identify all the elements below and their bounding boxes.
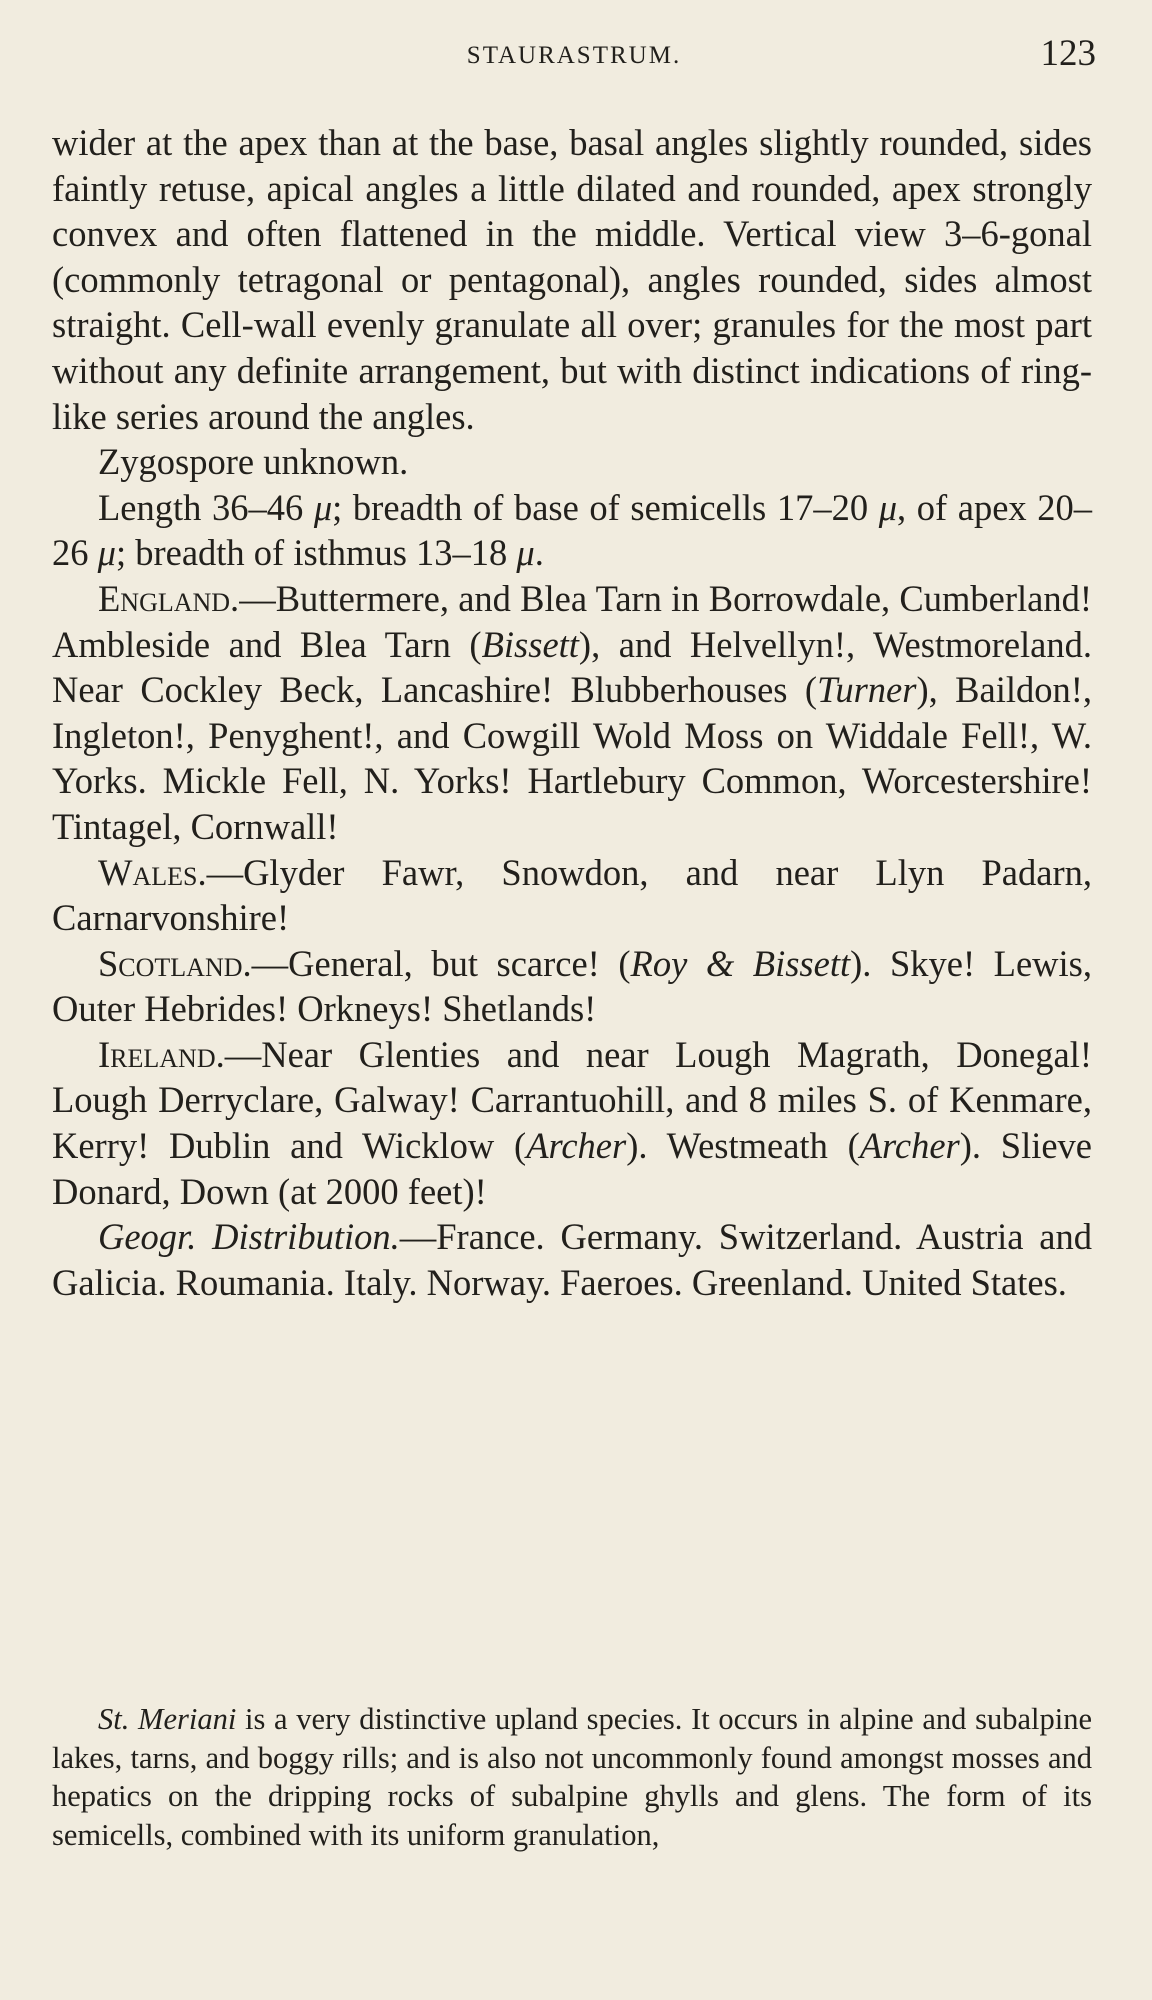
- measure-apex: , of apex 20–26: [52, 486, 1093, 574]
- ireland-label: Ireland.: [98, 1033, 225, 1075]
- scotland-label: Scotland.: [98, 942, 252, 984]
- page-header: [52, 28, 1096, 78]
- species-note: [52, 1700, 1092, 1854]
- micron-symbol: μ: [97, 532, 116, 574]
- running-head: STAURASTRUM.: [466, 42, 682, 69]
- scotland-paragraph: [52, 941, 1092, 1032]
- authority-archer: Archer: [526, 1125, 627, 1167]
- england-label: England.: [98, 577, 240, 619]
- micron-symbol: μ: [878, 486, 898, 528]
- zygospore-text: Zygospore unknown.: [98, 441, 409, 483]
- note-paragraph: [52, 1700, 1092, 1854]
- ireland-text: —Near Glenties and near Lough Magrath, Donegal! Lough Derryclare, Galway! Carrantuohill, and 8 miles S. of Kenmare, Kerry! Dublin and Wicklow (: [52, 1033, 1092, 1167]
- page-number: 123: [1040, 33, 1096, 74]
- geographic-distribution-paragraph: [52, 1214, 1092, 1305]
- measure-length: Length 36–46: [98, 486, 314, 528]
- england-paragraph: [52, 576, 1092, 850]
- wales-text: —Glyder Fawr, Snowdon, and near Llyn Padarn, Carnarvonshire!: [52, 851, 1092, 939]
- measure-isthmus: ; breadth of isthmus 13–18: [115, 532, 517, 574]
- ireland-text: ). Slieve Donard, Down (at 2000 feet)!: [52, 1125, 1093, 1212]
- authority-archer: Archer: [859, 1125, 960, 1167]
- england-text: ), Baildon!, Ingleton!, Penyghent!, and Cowgill Wold Moss on Widdale Fell!, W. Yorks. Mickle Fell, N. Yorks! Hartlebury Common, Worcestershire! Tintagel, Cornwall!: [52, 669, 1093, 847]
- measurements-paragraph: [52, 485, 1092, 576]
- scotland-text: ). Skye! Lewis, Outer Hebrides! Orkneys! Shetlands!: [52, 942, 1092, 1030]
- micron-symbol: μ: [313, 486, 333, 528]
- geogr-label: Geogr. Distribution.: [98, 1216, 400, 1258]
- scotland-text: —General, but scarce! (: [251, 942, 631, 984]
- england-text: —Buttermere, and Blea Tarn in Borrowdale, Cumberland! Ambleside and Blea Tarn (: [52, 577, 1092, 665]
- species-name: St. Meriani: [98, 1702, 237, 1736]
- note-text: is a very distinctive upland species. It occurs in alpine and subalpine lakes, tarns, and boggy rills; and is also not uncommonly found amongst mosses and hepatics on the dripping rocks of subalpine ghylls and glens. The form of its semicells, combined with its uniform granulation,: [52, 1702, 1092, 1852]
- authority-turner: Turner: [817, 669, 917, 711]
- wales-label: Wales.: [98, 851, 207, 893]
- england-text: ), and Helvellyn!, Westmoreland. Near Cockley Beck, Lancashire! Blubberhouses (: [52, 623, 1092, 711]
- ireland-text: ). Westmeath (: [626, 1125, 860, 1167]
- measure-base: ; breadth of base of semicells 17–20: [332, 486, 879, 528]
- geogr-text: —France. Germany. Switzerland. Austria and Galicia. Roumania. Italy. Norway. Faeroes. Greenland. United States.: [52, 1216, 1092, 1303]
- main-text: [52, 120, 1092, 1305]
- measure-end: .: [534, 532, 544, 574]
- description-paragraph: [52, 120, 1092, 439]
- micron-symbol: μ: [516, 532, 535, 574]
- authority-bissett: Bissett: [481, 623, 579, 665]
- ireland-paragraph: [52, 1032, 1092, 1214]
- wales-paragraph: [52, 850, 1092, 941]
- zygospore-paragraph: [52, 439, 1092, 485]
- description-text: wider at the apex than at the base, basal angles slightly rounded, sides faintly retuse, apical angles a little dilated and rounded, apex strongly convex and often flattened in the middle. Vertical view 3–6-gonal (commonly tetragonal or pentagonal), angles rounded, sides almost straight. Cell-wall evenly granulate all over; granules for the most part without any definite arrangement, but with distinct indications of ring-like series around the angles.: [52, 122, 1092, 437]
- authority-roy-bissett: Roy & Bissett: [630, 942, 851, 984]
